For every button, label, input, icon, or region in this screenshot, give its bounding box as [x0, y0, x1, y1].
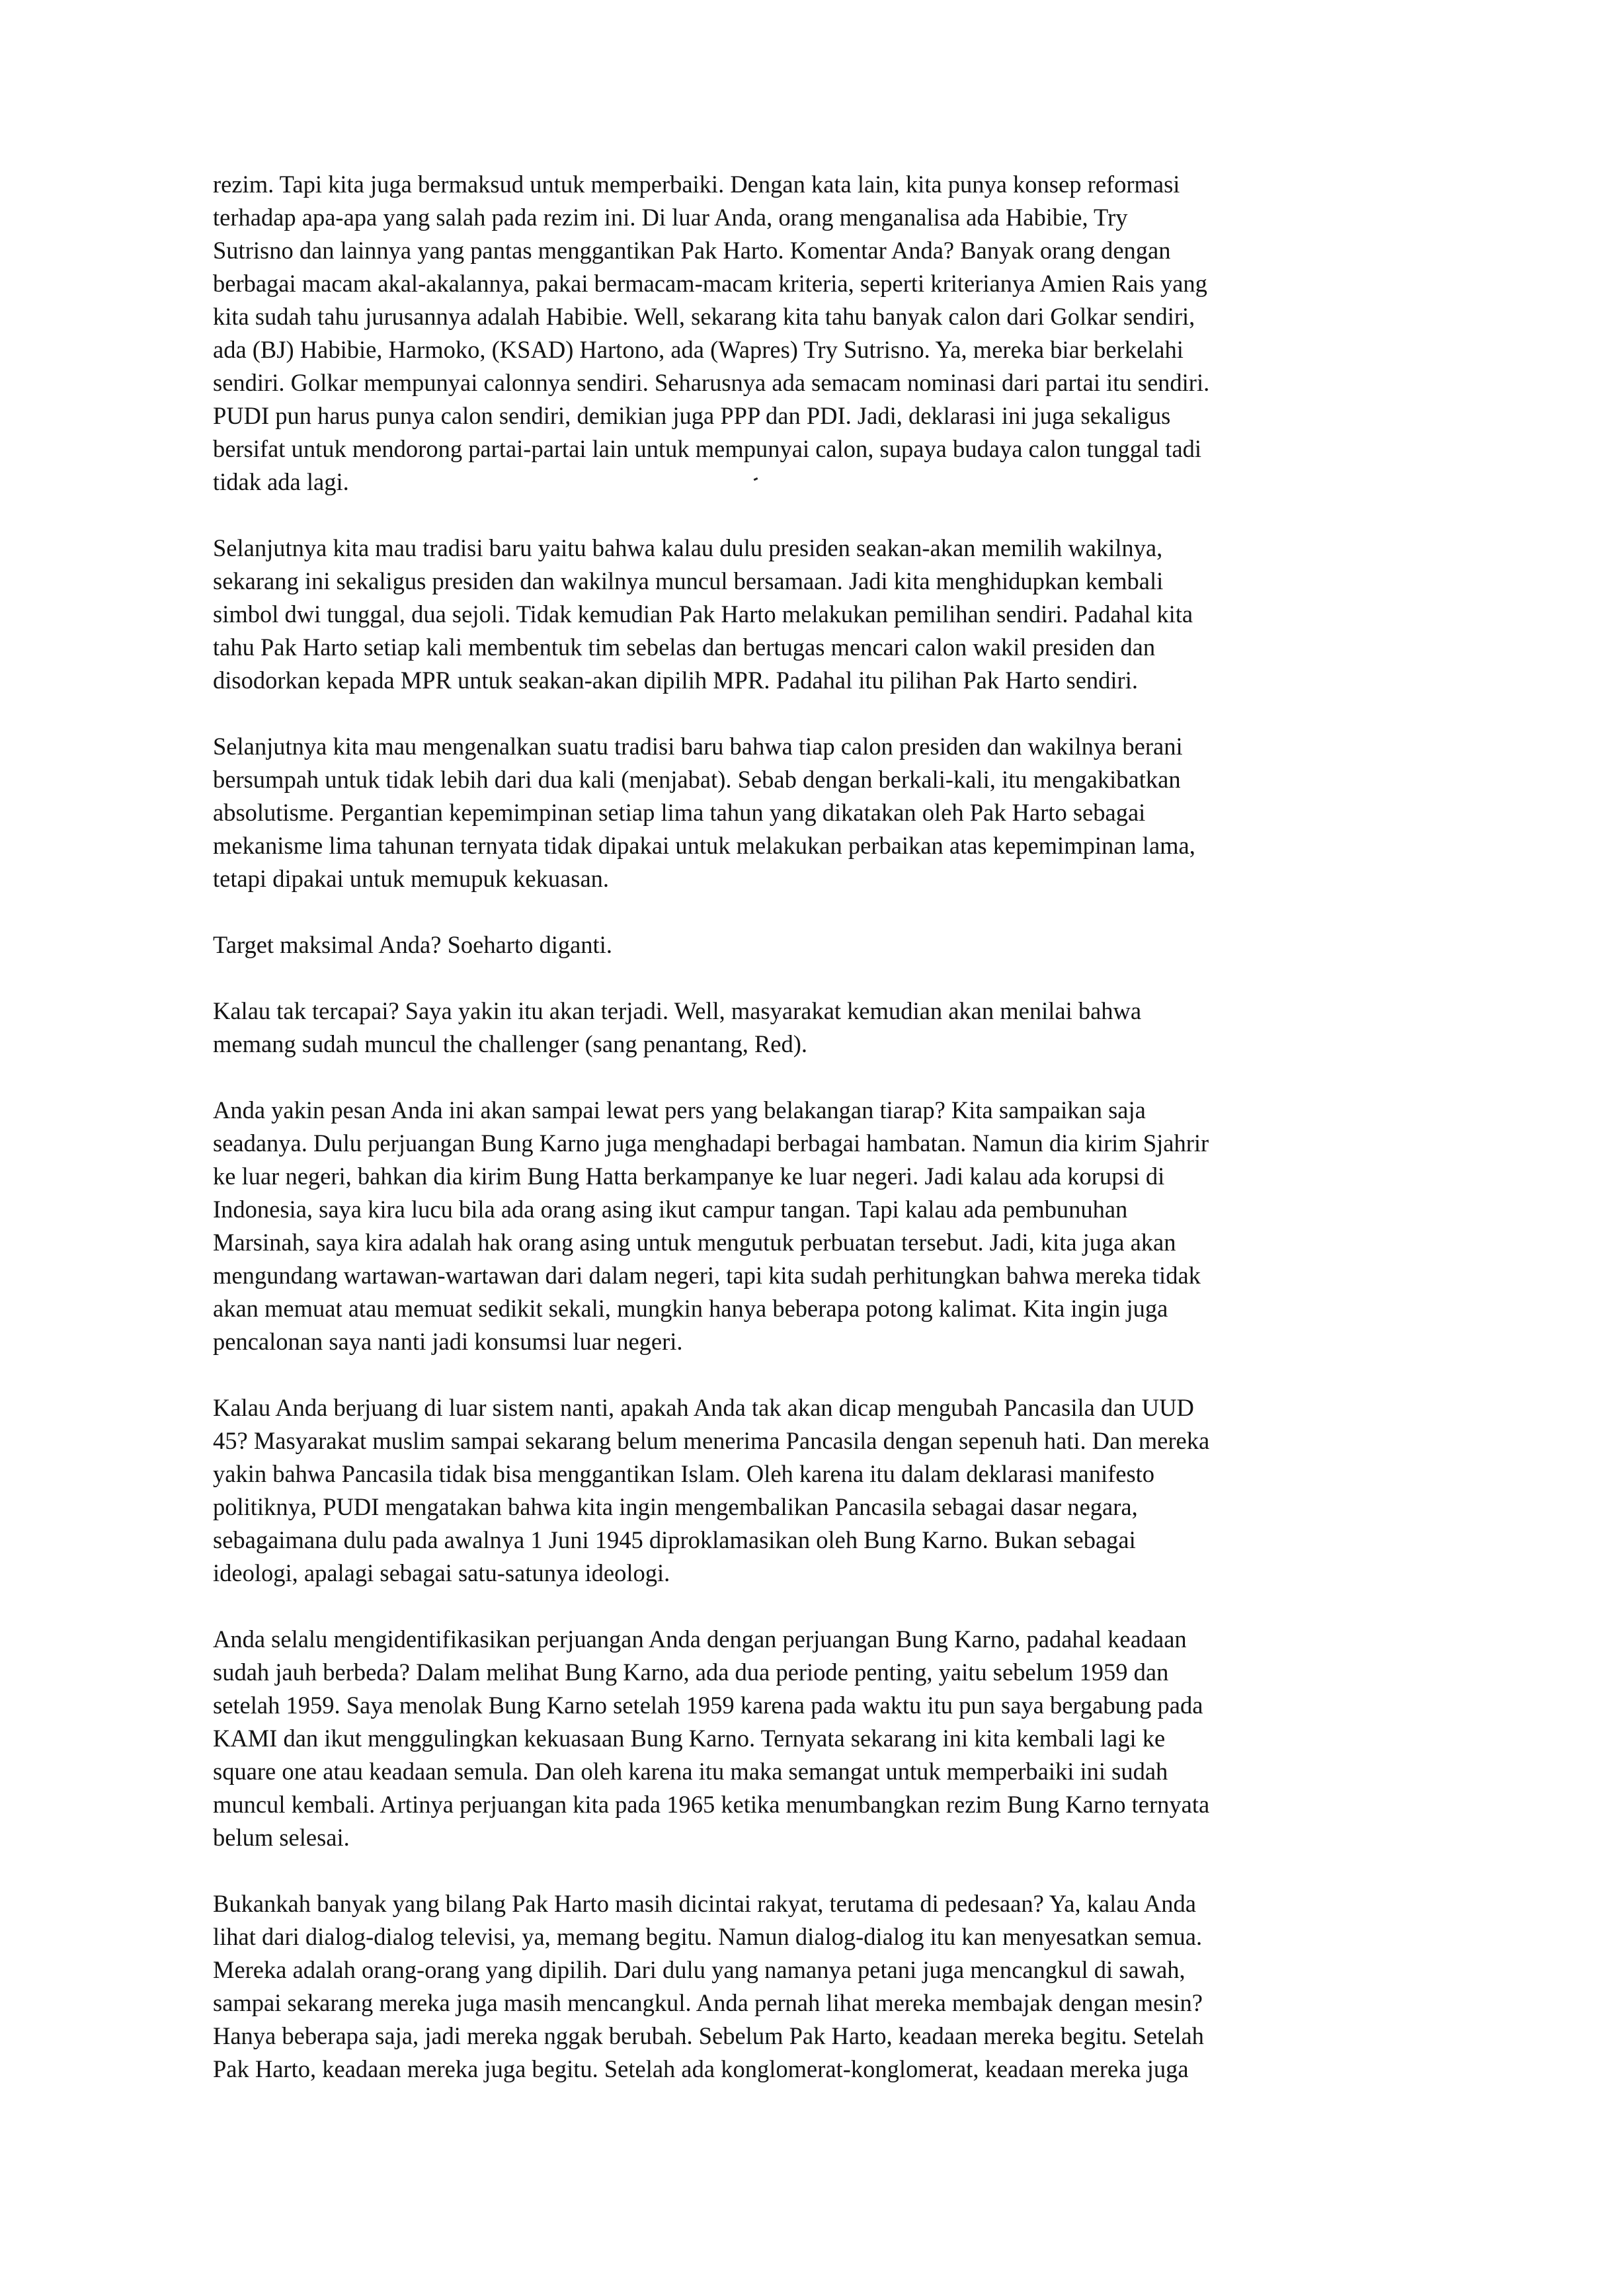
document-page [213, 168, 1363, 2119]
paragraph-9: Bukankah banyak yang bilang Pak Harto masih dicintai rakyat, terutama di pedesaan? Ya, kalau Anda lihat dari dialog-dialog televisi, ya, memang begitu. Namun dialog-dialog itu kan menyesatkan semua. Mereka adalah orang-orang yang dipilih. Dari dulu yang namanya petani juga mencangkul di sawah, sampai sekarang mereka juga masih mencangkul. Anda pernah lihat mereka membajak dengan mesin? Hanya beberapa saja, jadi mereka nggak berubah. Sebelum Pak Harto, keadaan mereka begitu. Setelah Pak Harto, keadaan mereka juga begitu. Setelah ada konglomerat-konglomerat, keadaan mereka juga [213, 1890, 1204, 2082]
paragraph-1: rezim. Tapi kita juga bermaksud untuk memperbaiki. Dengan kata lain, kita punya konsep reformasi terhadap apa-apa yang salah pada rezim ini. Di luar Anda, orang menganalisa ada Habibie, Try Sutrisno dan lainnya yang pantas menggantikan Pak Harto. Komentar Anda? Banyak orang dengan berbagai macam akal-akalannya, pakai bermacam-macam kriteria, seperti kriterianya Amien Rais yang kita sudah tahu jurusannya adalah Habibie. Well, sekarang kita tahu banyak calon dari Golkar sendiri, ada (BJ) Habibie, Harmoko, (KSAD) Hartono, ada (Wapres) Try Sutrisno. Ya, mereka biar berkelahi sendiri. Golkar mempunyai calonnya sendiri. Seharusnya ada semacam nominasi dari partai itu sendiri. PUDI pun harus punya calon sendiri, demikian juga PPP dan PDI. Jadi, deklarasi ini juga sekaligus bersifat untuk mendorong partai-partai lain untuk mempunyai calon, supaya budaya calon tunggal tadi tidak ada lagi. [213, 171, 1210, 495]
paragraph-2: Selanjutnya kita mau tradisi baru yaitu bahwa kalau dulu presiden seakan-akan memilih wakilnya, sekarang ini sekaligus presiden dan wakilnya muncul bersamaan. Jadi kita menghidupkan kembali simbol dwi tunggal, dua sejoli. Tidak kemudian Pak Harto melakukan pemilihan sendiri. Padahal kita tahu Pak Harto setiap kali membentuk tim sebelas dan bertugas mencari calon wakil presiden dan disodorkan kepada MPR untuk seakan-akan dipilih MPR. Padahal itu pilihan Pak Harto sendiri. [213, 534, 1193, 694]
paragraph-7: Kalau Anda berjuang di luar sistem nanti, apakah Anda tak akan dicap mengubah Pancasila dan UUD 45? Masyarakat muslim sampai sekarang belum menerima Pancasila dengan sepenuh hati. Dan mereka yakin bahwa Pancasila tidak bisa menggantikan Islam. Oleh karena itu dalam deklarasi manifesto politiknya, PUDI mengatakan bahwa kita ingin mengembalikan Pancasila sebagai dasar negara, sebagaimana dulu pada awalnya 1 Juni 1945 diproklamasikan oleh Bung Karno. Bukan sebagai ideologi, apalagi sebagai satu-satunya ideologi. [213, 1394, 1210, 1586]
paragraph-8: Anda selalu mengidentifikasikan perjuangan Anda dengan perjuangan Bung Karno, padahal keadaan sudah jauh berbeda? Dalam melihat Bung Karno, ada dua periode penting, yaitu sebelum 1959 dan setelah 1959. Saya menolak Bung Karno setelah 1959 karena pada waktu itu pun saya bergabung pada KAMI dan ikut menggulingkan kekuasaan Bung Karno. Ternyata sekarang ini kita kembali lagi ke square one atau keadaan semula. Dan oleh karena itu maka semangat untuk memperbaiki ini sudah muncul kembali. Artinya perjuangan kita pada 1965 ketika menumbangkan rezim Bung Karno ternyata belum selesai. [213, 1625, 1210, 1851]
paragraph-3: Selanjutnya kita mau mengenalkan suatu tradisi baru bahwa tiap calon presiden dan wakilnya berani bersumpah untuk tidak lebih dari dua kali (menjabat). Sebab dengan berkali-kali, itu mengakibatkan absolutisme. Pergantian kepemimpinan setiap lima tahun yang dikatakan oleh Pak Harto sebagai mekanisme lima tahunan ternyata tidak dipakai untuk melakukan perbaikan atas kepemimpinan lama, tetapi dipakai untuk memupuk kekuasan. [213, 733, 1195, 892]
paragraph-5: Kalau tak tercapai? Saya yakin itu akan terjadi. Well, masyarakat kemudian akan menilai bahwa memang sudah muncul the challenger (sang penantang, Red). [213, 997, 1142, 1057]
paragraph-4: Target maksimal Anda? Soeharto diganti. [213, 931, 612, 958]
paragraph-6: Anda yakin pesan Anda ini akan sampai lewat pers yang belakangan tiarap? Kita sampaikan saja seadanya. Dulu perjuangan Bung Karno juga menghadapi berbagai hambatan. Namun dia kirim Sjahrir ke luar negeri, bahkan dia kirim Bung Hatta berkampanye ke luar negeri. Jadi kalau ada korupsi di Indonesia, saya kira lucu bila ada orang asing ikut campur tangan. Tapi kalau ada pembunuhan Marsinah, saya kira adalah hak orang asing untuk mengutuk perbuatan tersebut. Jadi, kita juga akan mengundang wartawan-wartawan dari dalam negeri, tapi kita sudah perhitungkan bahwa mereka tidak akan memuat atau memuat sedikit sekali, mungkin hanya beberapa potong kalimat. Kita ingin juga pencalonan saya nanti jadi konsumsi luar negeri. [213, 1096, 1209, 1355]
